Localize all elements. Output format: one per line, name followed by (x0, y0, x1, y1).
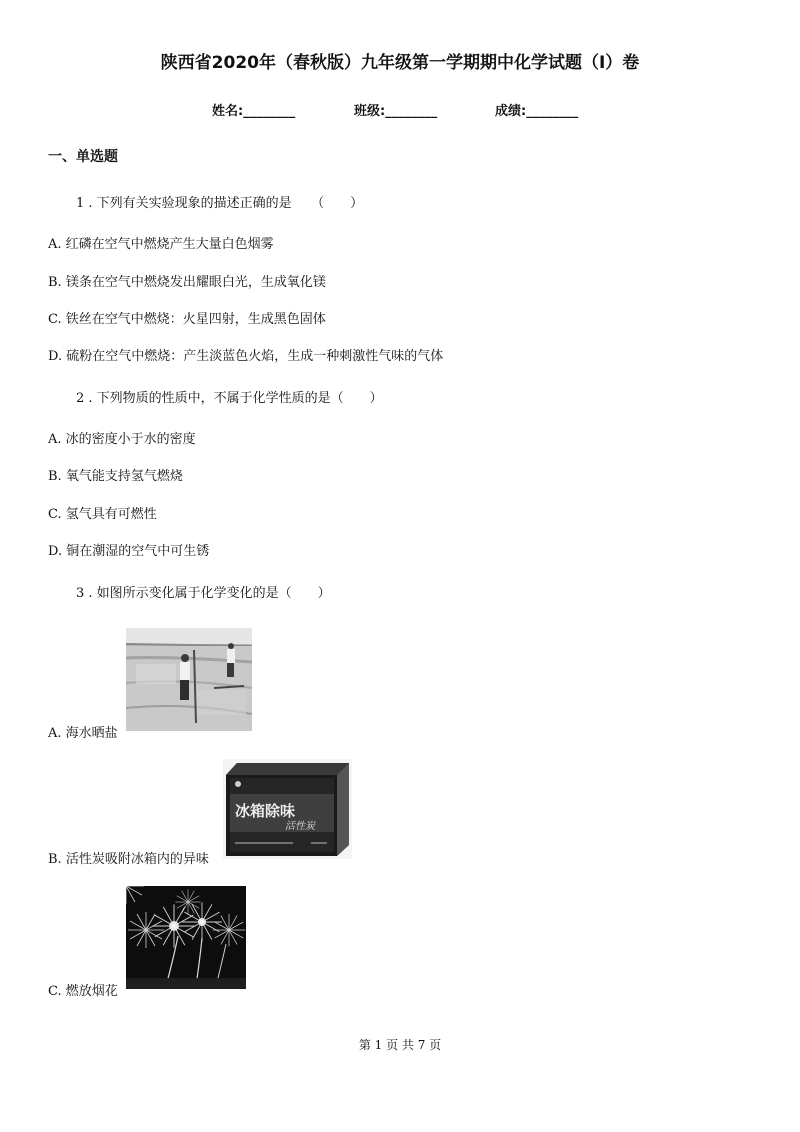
class-field: 班级:________ (354, 104, 438, 119)
deodorizer-box-image (223, 759, 352, 859)
question-2-option-b: B. 氧气能支持氢气燃烧 (48, 469, 183, 484)
fireworks-image (126, 886, 246, 989)
question-1-option-b: B. 镁条在空气中燃烧发出耀眼白光，生成氧化镁 (48, 275, 326, 290)
question-2-stem: 2 . 下列物质的性质中，不属于化学性质的是（ ） (76, 391, 383, 406)
page-title: 陕西省2020年（春秋版）九年级第一学期期中化学试题（I）卷 (160, 53, 640, 73)
name-field: 姓名:________ (212, 104, 296, 119)
question-2-option-d: D. 铜在潮湿的空气中可生锈 (48, 544, 210, 559)
question-2-option-c: C. 氢气具有可燃性 (48, 507, 157, 522)
page-number: 第 1 页 共 7 页 (358, 1038, 442, 1052)
box-sub-text: 活性炭 (285, 821, 315, 832)
question-1-stem: 1 . 下列有关实验现象的描述正确的是 （ ） (76, 196, 364, 211)
question-3-option-b: B. 活性炭吸附冰箱内的异味 (48, 852, 209, 867)
question-2-option-a: A. 冰的密度小于水的密度 (48, 432, 196, 447)
question-1-option-a: A. 红磷在空气中燃烧产生大量白色烟雾 (48, 237, 274, 252)
question-3-stem: 3 . 如图所示变化属于化学变化的是（ ） (76, 586, 331, 601)
question-3-option-a: A. 海水晒盐 (48, 726, 118, 741)
question-1-option-c: C. 铁丝在空气中燃烧：火星四射，生成黑色固体 (48, 312, 326, 327)
question-1-option-d: D. 硫粉在空气中燃烧：产生淡蓝色火焰，生成一种刺激性气味的气体 (48, 349, 444, 364)
score-field: 成绩:________ (495, 104, 579, 119)
salt-pan-image (126, 628, 252, 731)
question-3-option-c: C. 燃放烟花 (48, 984, 118, 999)
box-brand-text: 冰箱除味 (235, 802, 296, 820)
section-title: 一、单选题 (48, 149, 118, 165)
